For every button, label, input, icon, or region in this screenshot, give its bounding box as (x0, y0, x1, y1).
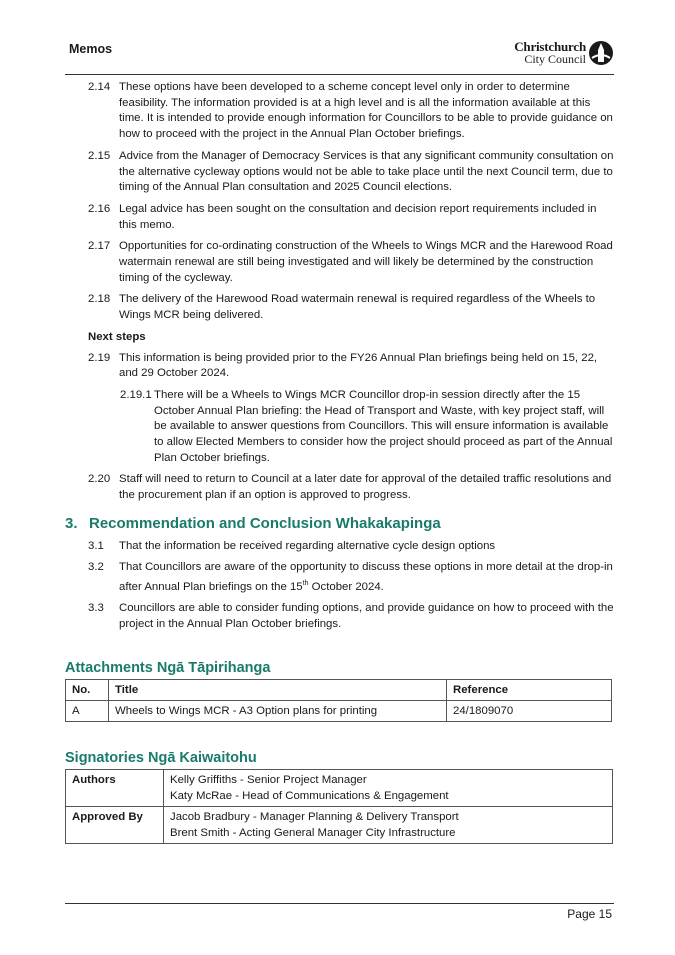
memo-body (65, 80, 615, 639)
item-2-19 (65, 351, 615, 382)
item-text: This information is being provided prior to the FY26 Annual Plan briefings being held on 15, 22, and 29 October 2024. (119, 351, 598, 380)
item-number: 3.3 (88, 602, 104, 615)
item-number: 2.20 (88, 473, 111, 486)
page-footer (65, 903, 614, 921)
item-text: Advice from the Manager of Democracy Services is that any significant community consultation on the alternative cycleway options would not be able to take place until the next Council term, due to timing of the Annual Plan consultation and 2025 Council elections. (119, 149, 614, 194)
attachments-section (65, 660, 613, 722)
page-number: Page 15 (567, 907, 612, 921)
item-2-15 (65, 149, 615, 196)
table-row (66, 807, 613, 844)
item-text: Opportunities for co-ordinating construction of the Wheels to Wings MCR and the Harewood Road watermain renewal are still being investigated and will likely be determined by the construction timing of the cycleway. (119, 240, 613, 284)
item-text: Councillors are able to consider funding options, and provide guidance on how to proceed with the project in the Annual Plan October briefings. (119, 602, 614, 631)
table-cell: Wheels to Wings MCR - A3 Option plans for printing (109, 701, 447, 722)
attachments-table (65, 679, 612, 722)
signatories-heading: Signatories Ngā Kaiwaitohu (65, 750, 257, 766)
item-text: Staff will need to return to Council at a later date for approval of the detailed traffic resolutions and the procurement plan if an option is approved to progress. (119, 473, 612, 502)
next-steps-heading: Next steps (88, 330, 146, 343)
column-header: Reference (447, 680, 612, 701)
item-text: The delivery of the Harewood Road watermain renewal is required regardless of the Wheels to Wings MCR being delivered. (119, 293, 596, 322)
authors-label: Authors (66, 770, 164, 807)
item-number: 2.19 (88, 351, 111, 364)
signatories-section (65, 750, 613, 844)
item-2-17 (65, 239, 615, 286)
logo-line1: Christchurch (514, 39, 586, 54)
item-2-18 (65, 292, 615, 323)
item-number: 2.19.1 (120, 388, 152, 401)
item-3-3 (65, 601, 615, 632)
item-text-part: October 2024. (308, 580, 384, 593)
item-2-14 (65, 80, 615, 143)
author-name: Kelly Griffiths - Senior Project Manager (170, 774, 367, 786)
logo-line2: City Council (524, 52, 586, 66)
ordinal-suffix: th (302, 579, 309, 587)
item-number: 2.16 (88, 202, 111, 215)
header-title: Memos (69, 42, 113, 56)
section-number: 3. (65, 514, 78, 532)
table-cell: A (66, 701, 109, 722)
item-text: Legal advice has been sought on the consultation and decision report requirements included in this memo. (119, 202, 597, 231)
section-title: Recommendation and Conclusion Whakakapinga (89, 514, 441, 532)
item-text: There will be a Wheels to Wings MCR Councillor drop-in session directly after the 15 October Annual Plan briefing: the Head of Transport and Waste, with key project staff, will be available to answer questions from Councillors. This will ensure information is available to allow Elected Members to consider how the project should proceed as part of the Annual Plan October briefings. (154, 388, 613, 464)
item-2-16 (65, 202, 615, 233)
page-header (65, 38, 614, 75)
section-3-heading (65, 516, 615, 532)
table-header-row (66, 680, 612, 701)
approver-name: Jacob Bradbury - Manager Planning & Delivery Transport (170, 811, 459, 823)
author-name: Katy McRae - Head of Communications & Engagement (170, 790, 449, 802)
item-text: These options have been developed to a scheme concept level only in order to determine feasibility. The information provided is at a high level and is all the information available at this time. It is intended to provide enough information for Councillors to be able to provide guidance on how to proceed with the project in the Annual Plan October briefings. (119, 81, 613, 141)
cathedral-logo-icon (588, 40, 614, 66)
attachments-heading: Attachments Ngā Tāpirihanga (65, 660, 271, 676)
item-text: That the information be received regarding alternative cycle design options (119, 539, 496, 552)
column-header: Title (109, 680, 447, 701)
authors-cell (164, 770, 613, 807)
item-2-19-1 (65, 388, 615, 467)
item-3-1 (65, 539, 615, 555)
item-number: 3.1 (88, 539, 104, 552)
council-logo (494, 38, 614, 72)
item-number: 2.18 (88, 293, 111, 306)
item-text-part: That Councillors are aware of the opportunity to discuss these options in more detail at the drop-in after Annual Plan briefings on the 15 (119, 561, 613, 593)
item-2-20 (65, 472, 615, 503)
item-number: 2.17 (88, 240, 111, 253)
table-row (66, 701, 612, 722)
approver-name: Brent Smith - Acting General Manager City Infrastructure (170, 827, 456, 839)
approved-by-cell (164, 807, 613, 844)
approved-by-label: Approved By (66, 807, 164, 844)
table-cell: 24/1809070 (447, 701, 612, 722)
item-text (119, 560, 615, 595)
item-number: 3.2 (88, 561, 104, 574)
signatories-table (65, 769, 613, 844)
table-row (66, 770, 613, 807)
item-number: 2.14 (88, 81, 111, 93)
column-header: No. (66, 680, 109, 701)
item-3-2 (65, 560, 615, 595)
item-number: 2.15 (88, 149, 111, 162)
